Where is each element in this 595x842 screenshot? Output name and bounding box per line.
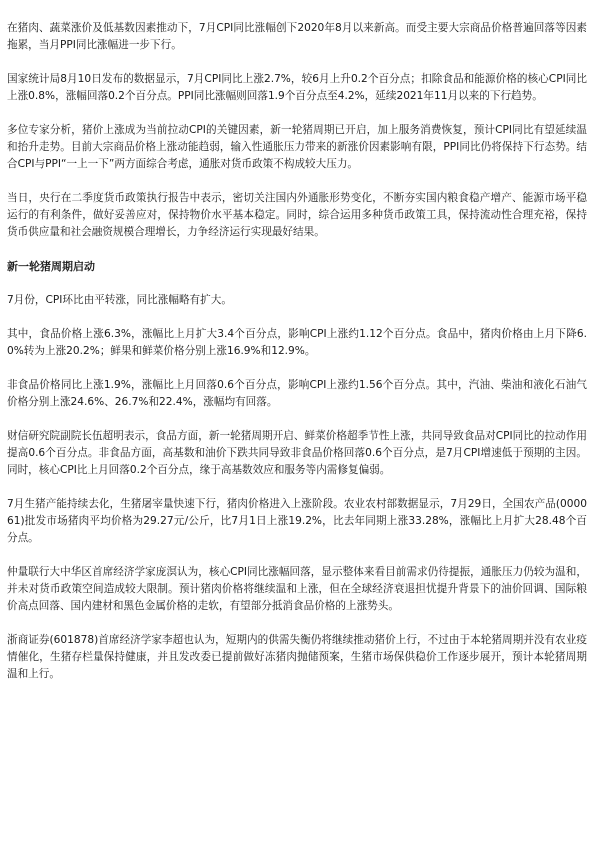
section-paragraph-1: 7月份，CPI环比由平转涨，同比涨幅略有扩大。 bbox=[7, 294, 232, 306]
article-paragraph-3: 多位专家分析，猪价上涨成为当前拉动CPI的关键因素，新一轮猪周期已开启，加上服务消费恢复，预计CPI同比有望延续温和抬升走势。目前大宗商品价格上涨动能趋弱，输入性通胀压力带来的新涨价因素影响有限，PPI同比仍将保持下行态势。结合CPI与PPI“一上一下”两方面综合考虑，通胀对货币政策不构成较大压力。 bbox=[7, 124, 587, 170]
section-paragraph-7: 浙商证券(601878)首席经济学家李超也认为，短期内的供需失衡仍将继续推动猪价上行，不过由于本轮猪周期并没有农业疫情催化，生猪存栏量保持健康，并且发改委已提前做好冻猪肉抛储预案，生猪市场保供稳价工作逐步展开，预计本轮猪周期温和上行。 bbox=[7, 634, 587, 680]
article-paragraph-2: 国家统计局8月10日发布的数据显示，7月CPI同比上涨2.7%，较6月上升0.2个百分点；扣除食品和能源价格的核心CPI同比上涨0.8%，涨幅回落0.2个百分点。PPI同比涨幅则回落1.9个百分点至4.2%，延续2021年11月以来的下行趋势。 bbox=[7, 73, 587, 102]
section-paragraph-4: 财信研究院副院长伍超明表示，食品方面，新一轮猪周期开启、鲜菜价格超季节性上涨，共同导致食品对CPI同比的拉动作用提高0.6个百分点。非食品方面，高基数和油价下跌共同导致非食品价格回落0.6个百分点，是7月CPI增速低于预期的主因。同时，核心CPI比上月回落0.2个百分点，缘于高基数效应和服务等内需修复偏弱。 bbox=[7, 430, 587, 476]
section-heading: 新一轮猪周期启动 bbox=[7, 260, 95, 273]
section-paragraph-2: 其中，食品价格上涨6.3%，涨幅比上月扩大3.4个百分点，影响CPI上涨约1.12个百分点。食品中，猪肉价格由上月下降6.0%转为上涨20.2%；鲜果和鲜菜价格分别上涨16.9%和12.9%。 bbox=[7, 328, 587, 357]
section-paragraph-5: 7月生猪产能持续去化，生猪屠宰量快速下行，猪肉价格进入上涨阶段。农业农村部数据显示，7月29日，全国农产品(000061)批发市场猪肉平均价格为29.27元/公斤，比7月1日上涨19.2%，比去年同期上涨33.28%，涨幅比上月扩大28.48个百分点。 bbox=[7, 498, 587, 544]
section-paragraph-3: 非食品价格同比上涨1.9%，涨幅比上月回落0.6个百分点，影响CPI上涨约1.56个百分点。其中，汽油、柴油和液化石油气价格分别上涨24.6%、26.7%和22.4%，涨幅均有回落。 bbox=[7, 379, 587, 408]
article-paragraph-1: 在猪肉、蔬菜涨价及低基数因素推动下，7月CPI同比涨幅创下2020年8月以来新高。而受主要大宗商品价格普遍回落等因素拖累，当月PPI同比涨幅进一步下行。 bbox=[7, 22, 587, 51]
section-paragraph-6: 仲量联行大中华区首席经济学家庞溟认为，核心CPI同比涨幅回落，显示整体来看目前需求仍待提振，通胀压力仍较为温和，并未对货币政策空间造成较大限制。预计猪肉价格将继续温和上涨，但在全球经济衰退担忧提升背景下的油价回调、国际粮价高点回落、国内建材和黑色金属价格的走软，有望部分抵消食品价格的上涨势头。 bbox=[7, 566, 587, 612]
article-paragraph-4: 当日，央行在二季度货币政策执行报告中表示，密切关注国内外通胀形势变化，不断夯实国内粮食稳产增产、能源市场平稳运行的有利条件，做好妥善应对，保持物价水平基本稳定。同时，综合运用多种货币政策工具，保持流动性合理充裕，保持货币供应量和社会融资规模合理增长，力争经济运行实现最好结果。 bbox=[7, 192, 587, 238]
